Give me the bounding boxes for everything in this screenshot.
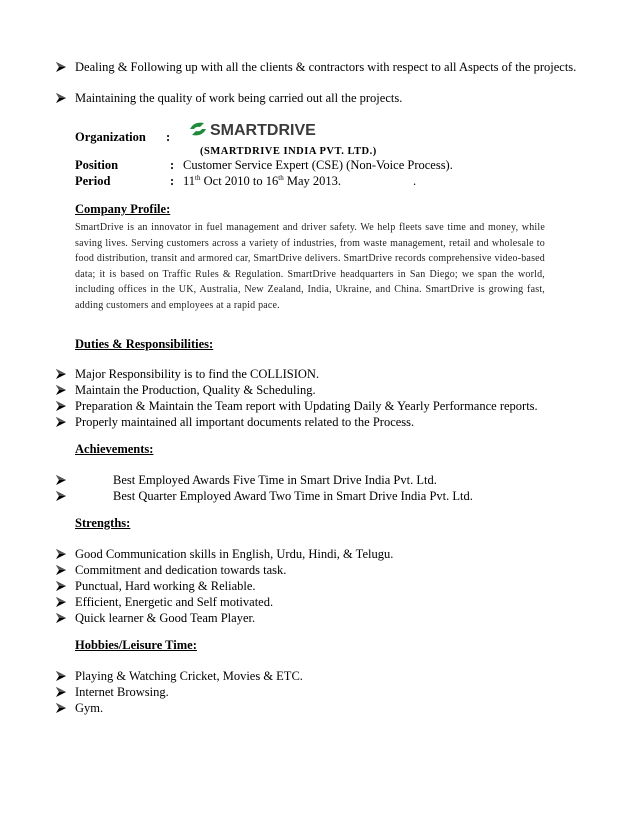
arrow-bullet-icon [55,595,69,609]
smartdrive-logo-icon [188,119,352,139]
position-value: Customer Service Expert (CSE) (Non-Voice Process). [183,158,453,172]
smartdrive-logo [188,119,352,139]
arrow-bullet-icon [55,399,69,413]
period-trailing: . [413,174,417,188]
period-value: 11th Oct 2010 to 16th May 2013. [183,173,342,188]
arrow-bullet-icon [55,415,69,429]
duties-heading: Duties & Responsibilities: [75,337,214,351]
arrow-bullet-icon [55,611,69,625]
hobby-item-text: Internet Browsing. [75,685,169,699]
arrow-bullet-icon [55,669,69,683]
company-profile-heading: Company Profile: [75,202,171,216]
organization-label: Organization [75,130,146,144]
organization-colon: : [166,130,171,144]
position-colon: : [170,158,175,172]
arrow-bullet-icon [55,60,69,74]
strength-item-text: Good Communication skills in English, Urdu, Hindi, & Telugu. [75,547,394,561]
period-label: Period [75,174,111,188]
duty-item-text: Properly maintained all important documents related to the Process. [75,415,415,429]
arrow-bullet-icon [55,579,69,593]
achievement-item-text: Best Employed Awards Five Time in Smart Drive India Pvt. Ltd. [113,473,437,487]
strength-item-text: Efficient, Energetic and Self motivated. [75,595,274,609]
achievements-heading: Achievements: [75,442,154,456]
duty-item-text: Major Responsibility is to find the COLLISION. [75,367,320,381]
achievement-item-text: Best Quarter Employed Award Two Time in Smart Drive India Pvt. Ltd. [113,489,473,503]
arrow-bullet-icon [55,489,69,503]
strengths-heading: Strengths: [75,516,131,530]
intro-bullet-text: Maintaining the quality of work being carried out all the projects. [75,91,403,105]
position-label: Position [75,158,119,172]
arrow-bullet-icon [55,547,69,561]
company-name: (SMARTDRIVE INDIA PVT. LTD.) [200,146,377,157]
strength-item-text: Commitment and dedication towards task. [75,563,287,577]
arrow-bullet-icon [55,473,69,487]
arrow-bullet-icon [55,383,69,397]
hobby-item-text: Playing & Watching Cricket, Movies & ETC. [75,669,303,683]
strength-item-text: Punctual, Hard working & Reliable. [75,579,256,593]
arrow-bullet-icon [55,701,69,715]
company-profile-text: SmartDrive is an innovator in fuel management and driver safety. We help fleets save time and money, while saving lives. Serving customers across a variety of industries, from waste management, retail and wholesale to food distribution, transit and armored car, SmartDrive delivers. SmartDrive records comprehensive video-based data; it is based on Traffic Rules & Regulation. SmartDrive headquarters in San Diego; we span the world, including offices in the UK, Australia, New Zealand, India, Ukraine, and China. SmartDrive is growing fast, adding customers and employees at a rapid pace. [75,222,545,311]
duty-item-text: Maintain the Production, Quality & Scheduling. [75,383,316,397]
svg-text:SMARTDRIVE: SMARTDRIVE [210,122,316,139]
hobby-item-text: Gym. [75,701,104,715]
arrow-bullet-icon [55,563,69,577]
intro-bullet-text: Dealing & Following up with all the clients & contractors with respect to all Aspects of the projects. [75,60,577,74]
arrow-bullet-icon [55,685,69,699]
arrow-bullet-icon [55,367,69,381]
arrow-bullet-icon [55,91,69,105]
duty-item-text: Preparation & Maintain the Team report with Updating Daily & Yearly Performance reports. [75,399,538,413]
period-colon: : [170,174,175,188]
strength-item-text: Quick learner & Good Team Player. [75,611,256,625]
hobbies-heading: Hobbies/Leisure Time: [75,638,197,652]
